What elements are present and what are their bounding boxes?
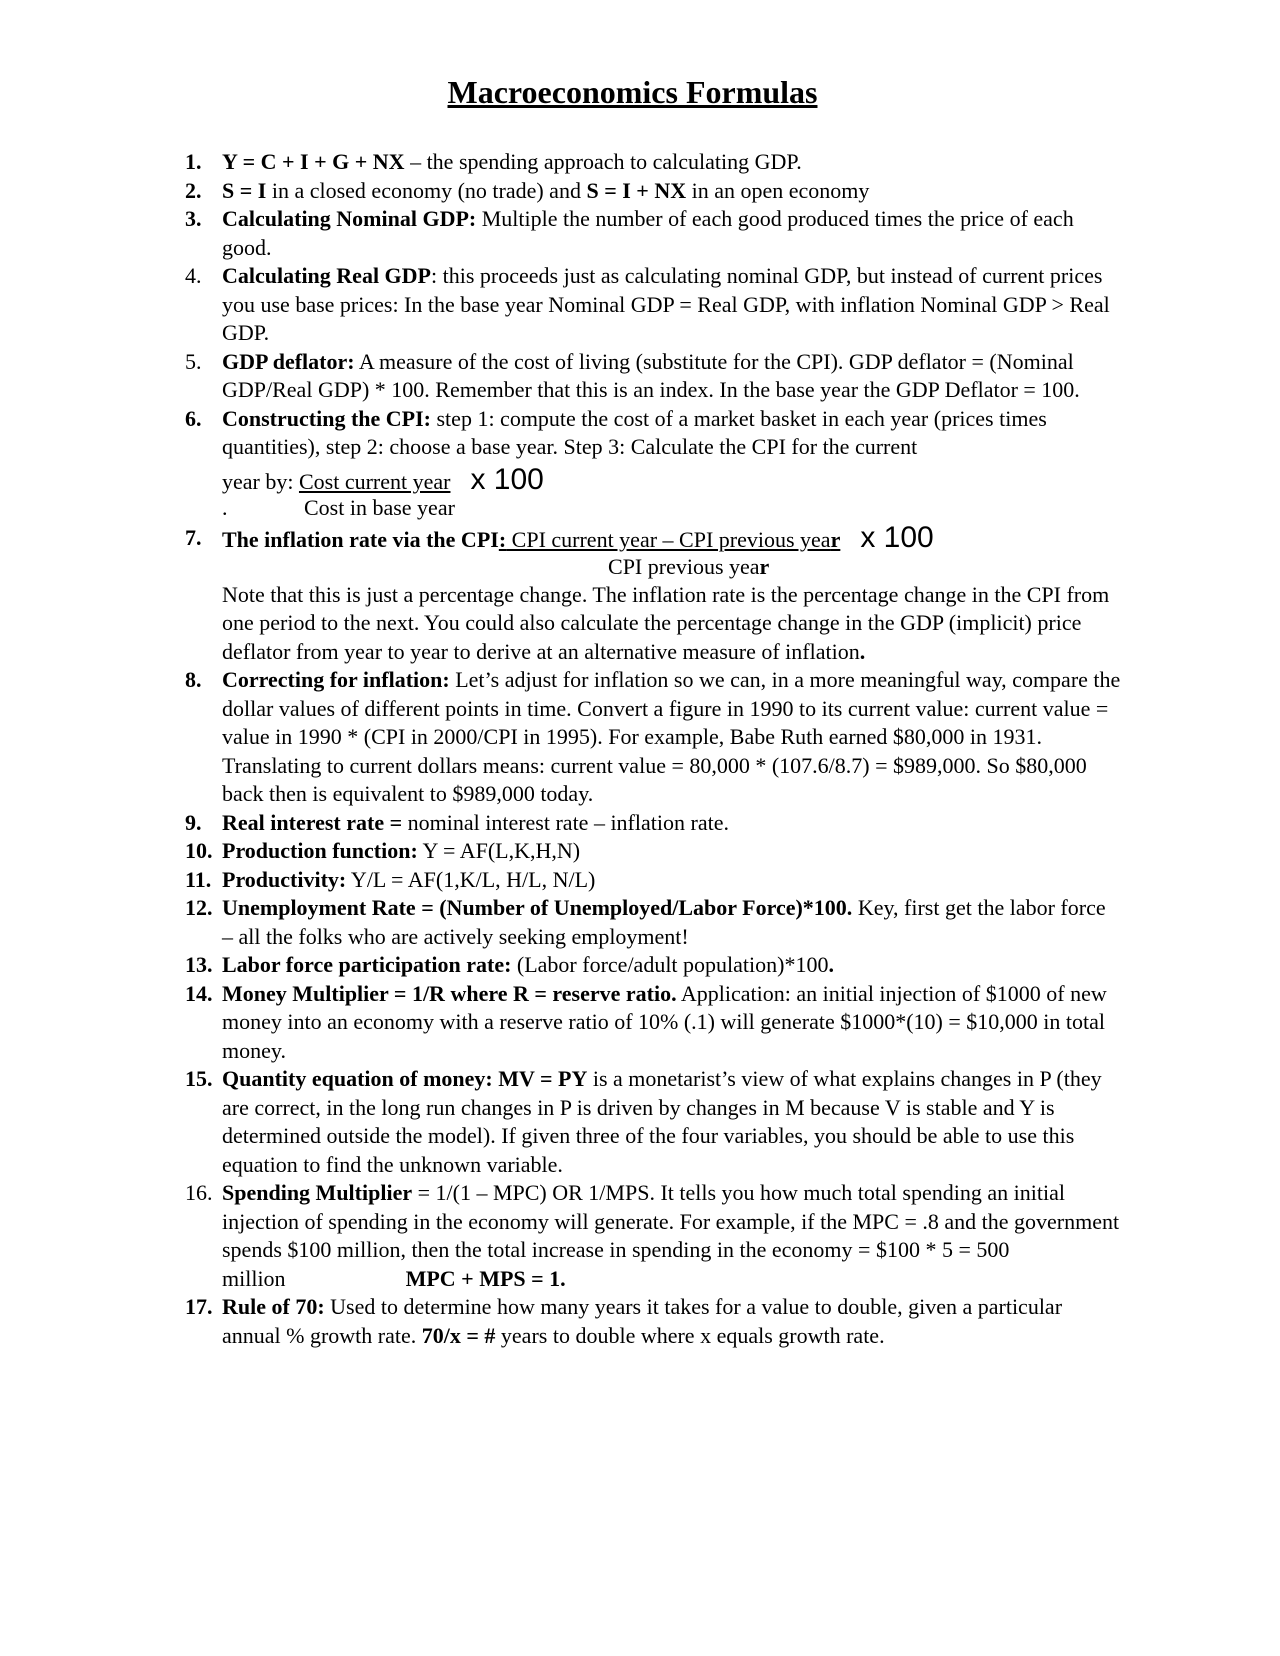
item-text: A measure of the cost of living (substitute for the CPI). GDP deflator = (Nominal GDP/Real GDP) * 100. Remember that this is an index. In the base year the GDP Deflator = 100. <box>222 348 1080 402</box>
formula-item <box>185 262 1122 348</box>
bold-term: Correcting for inflation: <box>222 667 450 692</box>
item-text: = 1/(1 – MPC) OR 1/MPS. It tells you how much total spending an initial injection of spending in the economy will generate. For example, if the MPC = .8 and the government spends $100 million, then the total increase in spending in the economy = $100 * 5 = 500 million <box>222 1180 1120 1291</box>
item-number: 8. <box>185 667 202 692</box>
item-body <box>222 809 1122 838</box>
item-number: 6. <box>185 405 202 431</box>
cpi-times: x 100 <box>470 462 544 496</box>
item-number: 3. <box>185 206 202 231</box>
item-number: 5. <box>185 348 202 374</box>
item-text: Y/L = AF(1,K/L, H/L, N/L) <box>346 866 596 892</box>
item-body <box>222 177 1122 206</box>
bold-term: S = I + NX <box>586 177 687 203</box>
item-number: 2. <box>185 177 202 203</box>
bold-term: Constructing the CPI: <box>222 405 431 431</box>
inflation-denominator-text <box>608 553 769 582</box>
formula-item <box>185 951 1122 980</box>
inflation-times: x 100 <box>860 521 934 554</box>
page-title: Macroeconomics Formulas <box>447 74 818 110</box>
formula-item <box>185 666 1122 809</box>
item-text: in an open economy <box>686 177 870 203</box>
bold-term: . <box>828 952 834 977</box>
item-text: : this proceeds just as calculating nominal GDP, but instead of current prices you use base prices: In the base year Nominal GDP = Real GDP, with inflation Nominal GDP > Real GDP. <box>222 263 1110 345</box>
bold-term: 70/x = # <box>421 1322 496 1348</box>
item-body <box>222 1179 1122 1293</box>
inflation-numerator <box>499 527 841 552</box>
bold-term: Spending Multiplier <box>222 1180 413 1205</box>
formula-item <box>185 205 1122 262</box>
item-text: Key, first get the labor force – all the folks who are actively seeking employment! <box>222 895 1106 949</box>
bold-term: GDP deflator: <box>222 348 355 374</box>
item-body <box>222 405 1122 523</box>
item-number: 14. <box>185 980 213 1006</box>
formula-item <box>185 521 1122 666</box>
inflation-note-end: . <box>859 638 866 664</box>
formula-item <box>185 837 1122 866</box>
bold-term: Y = C + I + G + NX <box>222 149 405 174</box>
item-number: 16. <box>185 1180 213 1205</box>
item-number: 7. <box>185 525 202 550</box>
item-number: 1. <box>185 149 202 174</box>
inflation-formula <box>222 521 1122 555</box>
cpi-formula-lead: year by: <box>222 468 299 494</box>
item-text: nominal interest rate – inflation rate. <box>402 809 729 835</box>
item-text: is a monetarist’s view of what explains changes in P (they are correct, in the long run changes in P is driven by changes in M because V is stable and Y is determined outside the model). If given three of the four variables, you should be able to use this equation to find the unknown variable. <box>222 1066 1102 1177</box>
inflation-colon: : <box>498 527 507 552</box>
denom-end: r <box>759 553 770 579</box>
inflation-numerator-end: r <box>830 527 841 552</box>
cpi-formula <box>222 462 1122 497</box>
cpi-numerator: Cost current year <box>298 468 451 494</box>
item-text: Multiple the number of each good produced times the price of each good. <box>222 206 1074 260</box>
inflation-denominator <box>222 553 1122 581</box>
inflation-numerator-text: CPI current year – CPI previous yea <box>506 527 831 552</box>
formula-item <box>185 894 1122 951</box>
item-body <box>222 262 1122 348</box>
item-number: 15. <box>185 1066 213 1091</box>
item-body <box>222 894 1122 951</box>
bold-term: Calculating Nominal GDP: <box>222 206 477 231</box>
cpi-denominator-line <box>222 494 1122 522</box>
item-number: 12. <box>185 895 213 920</box>
item-body <box>222 205 1122 262</box>
bold-term: Labor force participation rate: <box>222 952 512 977</box>
formula-item <box>185 148 1122 177</box>
inflation-note <box>222 581 1122 667</box>
item-body <box>222 866 1122 895</box>
denom-c: C <box>608 553 623 579</box>
item-text: years to double where x equals growth rate. <box>495 1322 885 1348</box>
formula-item <box>185 980 1122 1066</box>
formula-item <box>185 1065 1122 1179</box>
formula-item <box>185 1179 1122 1293</box>
item-text: Used to determine how many years it takes for a value to double, given a particular annual % growth rate. <box>222 1294 1063 1348</box>
formula-item <box>185 177 1122 206</box>
mpc-mps-identity: MPC + MPS = 1. <box>405 1265 566 1291</box>
item-number: 10. <box>185 838 213 863</box>
formula-item <box>185 809 1122 838</box>
item-text: (Labor force/adult population)*100 <box>511 952 829 977</box>
item-number: 9. <box>185 809 202 835</box>
item-body <box>222 1293 1122 1350</box>
item-text: Let’s adjust for inflation so we can, in a more meaningful way, compare the dollar values of different points in time. Convert a figure in 1990 to its current value: current value = value in 1990 * (CPI in 2000/CPI in 1995). For example, Babe Ruth earned $80,000 in 1931. Translating to current dollars means: current value = 80,000 * (107.6/8.7) = $989,000. So $80,000 back then is equivalent to $989,000 today. <box>222 667 1121 806</box>
bold-term: Calculating Real GDP <box>222 263 431 288</box>
bold-term: Unemployment Rate = (Number of Unemployed/Labor Force)*100. <box>222 895 853 920</box>
bold-term: Productivity: <box>222 866 347 892</box>
item-text: Y = AF(L,K,H,N) <box>417 838 581 863</box>
item-body <box>222 348 1122 405</box>
bold-term: Rule of 70: <box>222 1294 325 1319</box>
item-body <box>222 951 1122 980</box>
item-body <box>222 521 1122 666</box>
formula-item <box>185 348 1122 405</box>
formula-item <box>185 405 1122 523</box>
formula-list <box>185 148 1122 1350</box>
bold-term: Production function: <box>222 838 418 863</box>
item-body <box>222 148 1122 177</box>
item-text: – the spending approach to calculating GDP. <box>404 149 802 174</box>
formula-item <box>185 866 1122 895</box>
inflation-note-text: Note that this is just a percentage change. The inflation rate is the percentage change in the CPI from one period to the next. You could also calculate the percentage change in the GDP (implicit) price deflator from year to year to derive at an alternative measure of inflation <box>222 581 1110 664</box>
inflation-label: The inflation rate via the CPI <box>222 527 499 552</box>
bold-term: Real interest rate = <box>222 809 403 835</box>
bold-term: S = I <box>222 177 267 203</box>
item-text: Application: an initial injection of $1000 of new money into an economy with a reserve ratio of 10% (.1) will generate $1000*(10) = $10,000 in total money. <box>222 980 1107 1063</box>
formula-item <box>185 1293 1122 1350</box>
bold-term: Money Multiplier = 1/R where R = reserve ratio. <box>222 980 677 1006</box>
item-number: 11. <box>185 866 212 892</box>
item-body <box>222 1065 1122 1179</box>
item-number: 17. <box>185 1294 213 1319</box>
cpi-denominator: Cost in base year <box>304 495 455 520</box>
item-body <box>222 837 1122 866</box>
bold-term: Quantity equation of money: MV = PY <box>222 1066 588 1091</box>
denom-text: PI previous yea <box>622 553 760 579</box>
item-body <box>222 666 1122 809</box>
item-number: 4. <box>185 263 202 288</box>
cpi-dot: . <box>222 495 228 520</box>
item-number: 13. <box>185 952 213 977</box>
item-body <box>222 980 1122 1066</box>
item-text: in a closed economy (no trade) and <box>266 177 587 203</box>
item-text: step 1: compute the cost of a market basket in each year (prices times quantities), step 2: choose a base year. Step 3: Calculate the CPI for the current <box>222 405 1047 459</box>
